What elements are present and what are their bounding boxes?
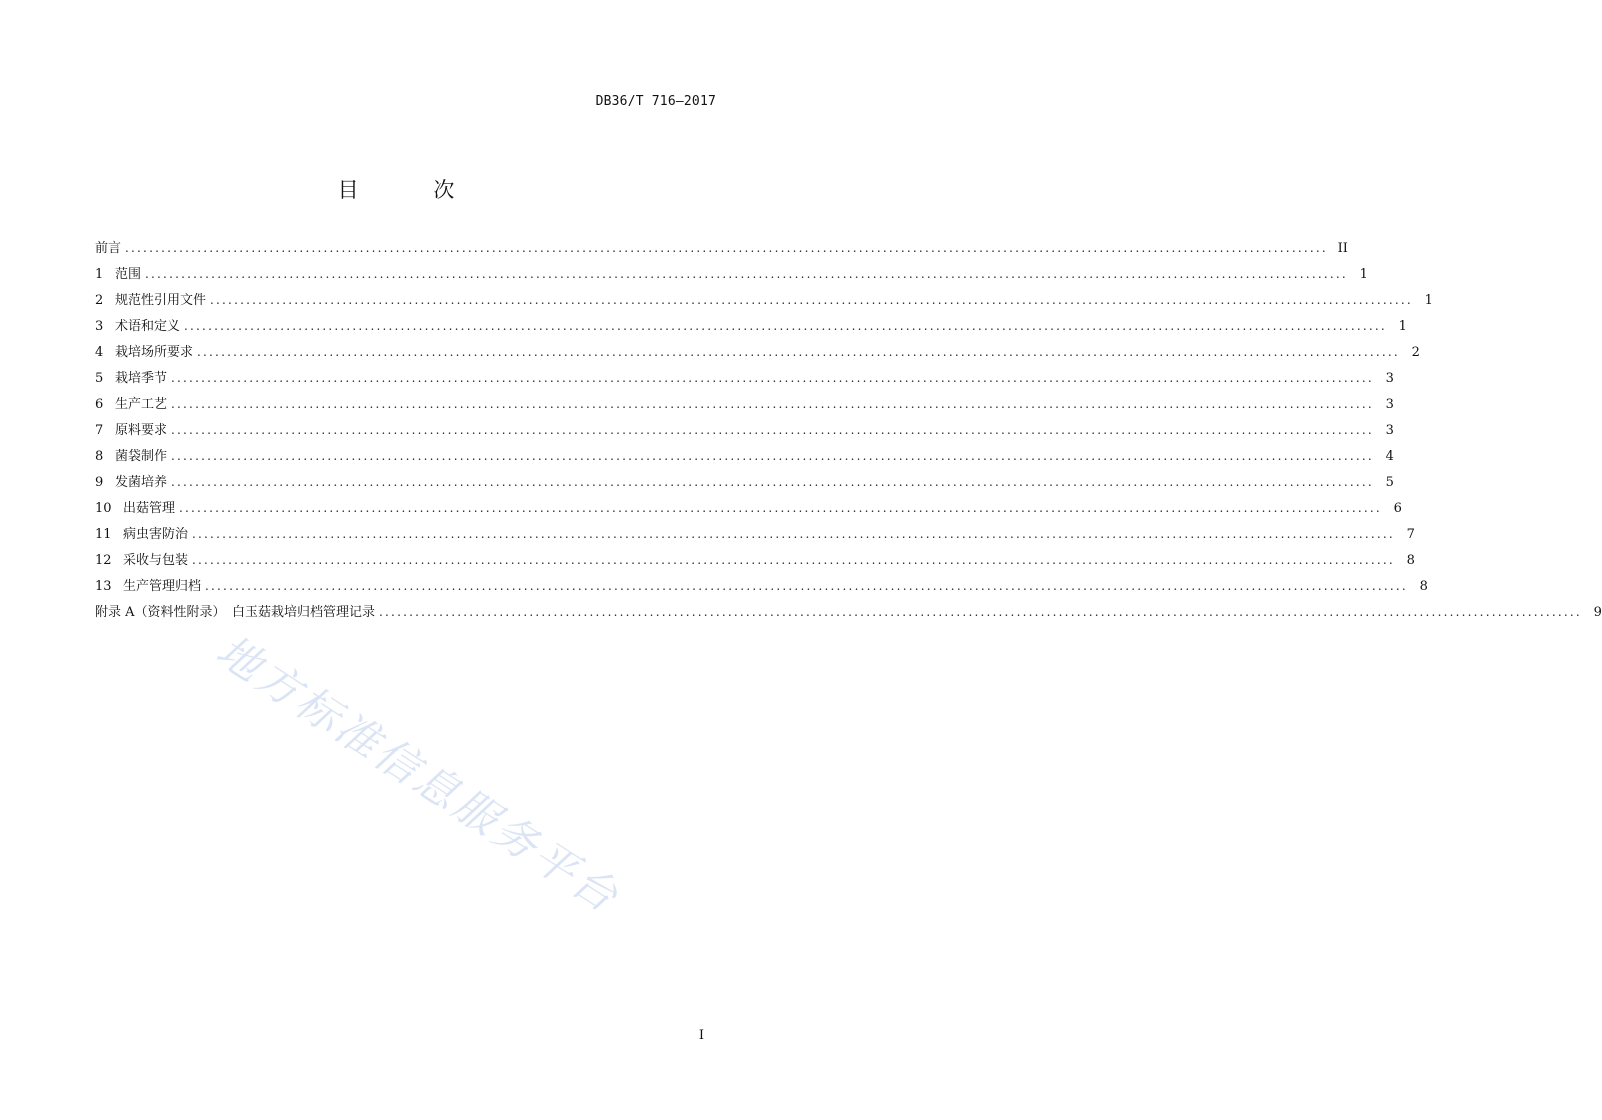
toc-entry-normative-references[interactable] (95, 290, 1433, 316)
toc-leader-dots: ........................................................................................................................................................................................................ (171, 397, 1374, 411)
toc-leader-dots: ........................................................................................................................................................................................................ (379, 605, 1582, 619)
toc-entry-page: 4 (1385, 449, 1394, 464)
toc-leader-dots: ........................................................................................................................................................................................................ (184, 319, 1387, 333)
toc-entry-label: 术语和定义 (115, 319, 181, 334)
toc-leader-dots: ........................................................................................................................................................................................................ (145, 267, 1348, 281)
watermark-text: 地方标准信息服务平台 (207, 625, 629, 924)
toc-entry-page: II (1337, 241, 1348, 256)
toc-entry-label: 采收与包装 (123, 553, 189, 568)
toc-entry-number: 5 (95, 371, 104, 386)
toc-leader-dots: ........................................................................................................................................................................................................ (125, 241, 1328, 255)
toc-leader-dots: ........................................................................................................................................................................................................ (171, 423, 1374, 437)
toc-entry-label: 栽培季节 (115, 371, 168, 386)
toc-entry-number: 1 (95, 267, 104, 282)
toc-leader-dots: ........................................................................................................................................................................................................ (210, 293, 1413, 307)
toc-entry-page: 1 (1359, 267, 1368, 282)
toc-entry-number: 4 (95, 345, 104, 360)
toc-leader-dots: ........................................................................................................................................................................................................ (171, 475, 1374, 489)
toc-entry-number: 11 (95, 527, 112, 542)
toc-entry-number: 10 (95, 501, 112, 516)
toc-entry-number: 6 (95, 397, 104, 412)
toc-entry-page: 6 (1393, 501, 1402, 516)
document-code: DB36/T 716—2017 (595, 94, 716, 109)
toc-entry-page: 1 (1424, 293, 1433, 308)
toc-entry-label: 原料要求 (115, 423, 168, 438)
toc-entry-page: 3 (1385, 371, 1394, 386)
toc-entry-label: 病虫害防治 (123, 527, 189, 542)
toc-entry-label: 出菇管理 (123, 501, 176, 516)
toc-entry-number: 2 (95, 293, 104, 308)
toc-leader-dots: ........................................................................................................................................................................................................ (171, 449, 1374, 463)
toc-entry-number: 8 (95, 449, 104, 464)
toc-entry-number: 13 (95, 579, 112, 594)
toc-entry-page: 8 (1406, 553, 1415, 568)
toc-entry-bag-making[interactable] (95, 446, 1394, 472)
toc-entry-label: 菌袋制作 (115, 449, 168, 464)
toc-entry-season[interactable] (95, 368, 1394, 394)
toc-leader-dots: ........................................................................................................................................................................................................ (197, 345, 1400, 359)
toc-entry-fruiting[interactable] (95, 498, 1402, 524)
toc-entry-pest-control[interactable] (95, 524, 1415, 550)
toc-entry-label: 前言 (95, 241, 122, 256)
toc-entry-process[interactable] (95, 394, 1394, 420)
toc-entry-page: 5 (1385, 475, 1394, 490)
toc-entry-scope[interactable] (95, 264, 1368, 290)
toc-entry-label: 规范性引用文件 (115, 293, 207, 308)
toc-entry-page: 9 (1593, 605, 1602, 620)
toc-entry-incubation[interactable] (95, 472, 1394, 498)
toc-entry-site-requirements[interactable] (95, 342, 1420, 368)
toc-entry-number: 3 (95, 319, 104, 334)
toc-entry-page: 1 (1398, 319, 1407, 334)
toc-entry-label: 附录 A（资料性附录） 白玉菇栽培归档管理记录 (95, 605, 376, 620)
toc-list (95, 238, 1602, 628)
toc-entry-page: 3 (1385, 397, 1394, 412)
toc-leader-dots: ........................................................................................................................................................................................................ (205, 579, 1408, 593)
toc-entry-number: 12 (95, 553, 112, 568)
page-number: I (698, 1028, 704, 1043)
toc-entry-label: 发菌培养 (115, 475, 168, 490)
toc-entry-page: 3 (1385, 423, 1394, 438)
toc-leader-dots: ........................................................................................................................................................................................................ (192, 553, 1395, 567)
toc-entry-page: 7 (1406, 527, 1415, 542)
toc-entry-materials[interactable] (95, 420, 1394, 446)
toc-entry-label: 生产管理归档 (123, 579, 202, 594)
toc-title: 目 次 (337, 178, 489, 202)
toc-entry-label: 范围 (115, 267, 142, 282)
toc-leader-dots: ........................................................................................................................................................................................................ (171, 371, 1374, 385)
toc-entry-page: 8 (1419, 579, 1428, 594)
toc-entry-records[interactable] (95, 576, 1428, 602)
toc-leader-dots: ........................................................................................................................................................................................................ (179, 501, 1382, 515)
toc-entry-number: 9 (95, 475, 104, 490)
toc-entry-label: 生产工艺 (115, 397, 168, 412)
toc-leader-dots: ........................................................................................................................................................................................................ (192, 527, 1395, 541)
toc-entry-harvest-packaging[interactable] (95, 550, 1415, 576)
toc-entry-number: 7 (95, 423, 104, 438)
toc-entry-terms-definitions[interactable] (95, 316, 1407, 342)
toc-entry-foreword[interactable] (95, 238, 1348, 264)
toc-entry-label: 栽培场所要求 (115, 345, 194, 360)
toc-entry-page: 2 (1411, 345, 1420, 360)
toc-entry-appendix-a[interactable] (95, 602, 1602, 628)
